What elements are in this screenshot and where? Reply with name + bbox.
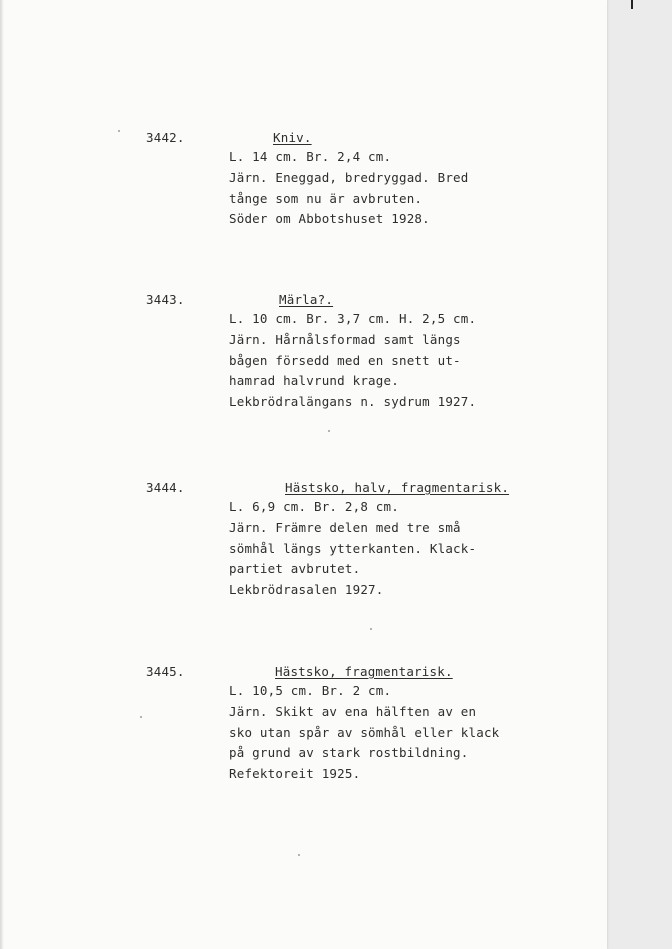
entry-line: L. 10,5 cm. Br. 2 cm. [229, 683, 392, 698]
entry-title: Hästsko, fragmentarisk. [275, 664, 453, 679]
entry-description [229, 497, 476, 601]
scan-speck [118, 130, 120, 132]
scan-speck [298, 854, 300, 856]
entry-line: Järn. Främre delen med tre små [229, 519, 461, 535]
entry-line: L. 14 cm. Br. 2,4 cm. [229, 149, 392, 164]
entry-line: partiet avbrutet. [229, 561, 361, 577]
entry-line: tånge som nu är avbruten. [229, 190, 423, 206]
entry-number: 3443. [146, 292, 185, 307]
entry-number: 3442. [146, 130, 185, 145]
scan-speck [370, 628, 372, 630]
entry-number: 3444. [146, 480, 185, 495]
entry-line: bågen försedd med en snett ut- [229, 352, 461, 368]
entry-title: Hästsko, halv, fragmentarisk. [285, 480, 510, 495]
entry-description [229, 147, 469, 230]
entry-line: L. 6,9 cm. Br. 2,8 cm. [229, 499, 399, 514]
entry-number: 3445. [146, 664, 185, 679]
entry-line: Söder om Abbotshuset 1928. [229, 211, 430, 227]
entry-line: hamrad halvrund krage. [229, 373, 399, 389]
entry-description [229, 309, 476, 413]
entry-line: L. 10 cm. Br. 3,7 cm. H. 2,5 cm. [229, 311, 477, 326]
entry-line: Lekbrödrasalen 1927. [229, 582, 384, 598]
scan-speck [140, 716, 142, 718]
scan-speck [328, 430, 330, 432]
entry-line: sömhål längs ytterkanten. Klack- [229, 540, 477, 556]
entry-line: Lekbrödralängans n. sydrum 1927. [229, 394, 477, 410]
entry-title: Kniv. [273, 130, 312, 145]
entry-line: Refektoreit 1925. [229, 766, 361, 782]
entry-line: på grund av stark rostbildning. [229, 745, 469, 761]
entry-line: Järn. Eneggad, bredryggad. Bred [229, 169, 469, 185]
entry-description [229, 681, 499, 785]
entry-line: Järn. Hårnålsformad samt längs [229, 331, 461, 347]
scan-corner-mark [631, 0, 633, 9]
entry-title: Märla?. [279, 292, 334, 307]
entry-line: Järn. Skikt av ena hälften av en [229, 703, 477, 719]
page-edge-shadow [0, 0, 4, 949]
entry-line: sko utan spår av sömhål eller klack [229, 724, 500, 740]
